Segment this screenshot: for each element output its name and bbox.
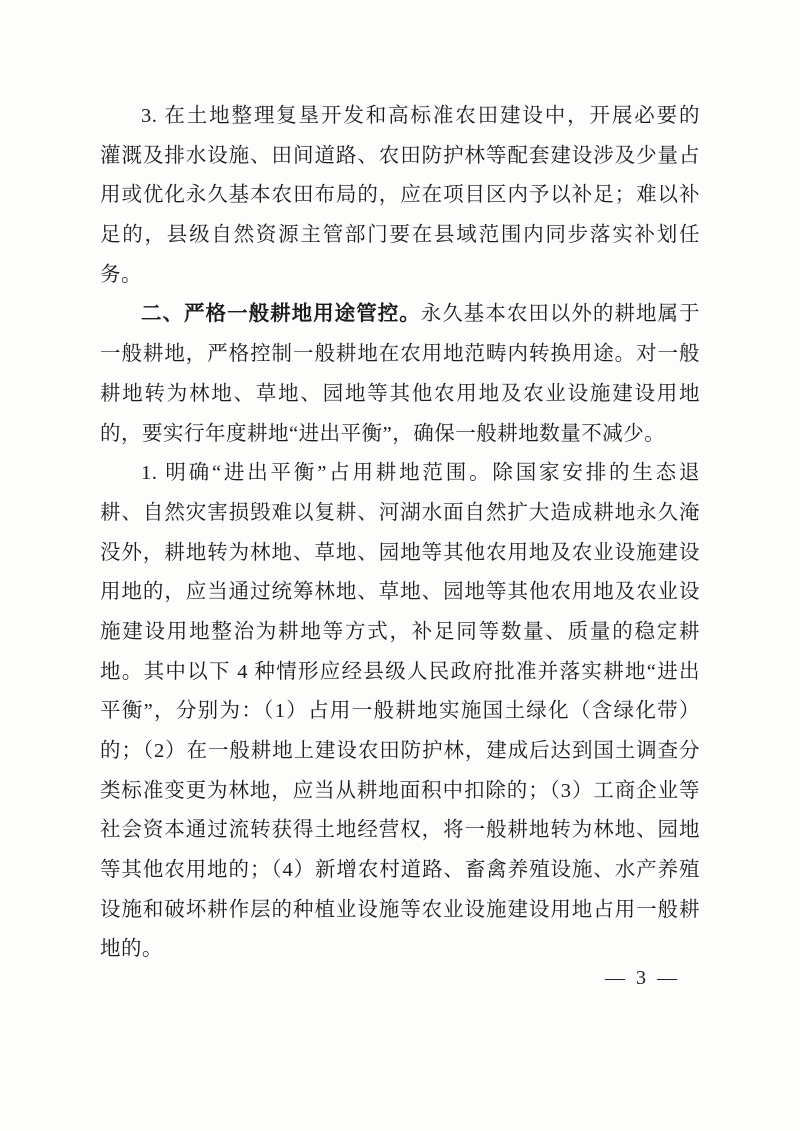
text-line xyxy=(100,891,700,931)
text-line xyxy=(100,692,700,732)
text-segment: 1. 明确“进出平衡”占用耕地范围。除国家安排的生态退 xyxy=(141,462,700,485)
text-segment: 灌溉及排水设施、田间道路、农田防护林等配套建设涉及少量占 xyxy=(100,144,700,167)
text-segment: 永久基本农田以外的耕地属于 xyxy=(420,303,701,326)
text-line xyxy=(100,613,700,653)
text-segment: 用或优化永久基本农田布局的，应在项目区内予以补足；难以补 xyxy=(100,184,700,207)
text-segment: 务。 xyxy=(100,263,142,286)
text-segment: 平衡”，分别为：（1）占用一般耕地实施国土绿化（含绿化带） xyxy=(100,700,700,723)
text-segment: 社会资本通过流转获得土地经营权，将一般耕地转为林地、园地 xyxy=(100,819,700,842)
text-line xyxy=(100,176,700,216)
text-line xyxy=(100,415,700,455)
text-line xyxy=(100,454,700,494)
text-segment: 一般耕地，严格控制一般耕地在农用地范畴内转换用途。对一般 xyxy=(100,343,700,366)
text-line xyxy=(100,256,700,296)
text-line xyxy=(100,216,700,256)
page-number: — 3 — xyxy=(605,967,680,989)
text-line xyxy=(100,653,700,693)
text-line xyxy=(100,97,700,137)
text-segment: 的，要实行年度耕地“进出平衡”，确保一般耕地数量不减少。 xyxy=(100,422,666,445)
text-line xyxy=(100,295,700,335)
text-line xyxy=(100,375,700,415)
document-body xyxy=(100,97,700,970)
text-segment: 类标准变更为林地，应当从耕地面积中扣除的；（3）工商企业等 xyxy=(100,779,700,802)
text-segment: 耕地转为林地、草地、园地等其他农用地及农业设施建设用地 xyxy=(100,382,700,405)
text-line xyxy=(100,573,700,613)
text-line xyxy=(100,494,700,534)
text-line xyxy=(100,732,700,772)
text-segment: 地的。 xyxy=(100,938,163,961)
section-heading: 二、严格一般耕地用途管控。 xyxy=(141,303,421,326)
text-segment: 设施和破坏耕作层的种植业设施等农业设施建设用地占用一般耕 xyxy=(100,898,700,921)
text-segment: 地。其中以下 4 种情形应经县级人民政府批准并落实耕地“进出 xyxy=(100,660,700,683)
text-segment: 足的，县级自然资源主管部门要在县域范围内同步落实补划任 xyxy=(100,224,700,247)
text-line xyxy=(100,137,700,177)
text-line xyxy=(100,534,700,574)
text-line xyxy=(100,851,700,891)
text-segment: 施建设用地整治为耕地等方式，补足同等数量、质量的稳定耕 xyxy=(100,620,700,643)
text-segment: 等其他农用地的；（4）新增农村道路、畜禽养殖设施、水产养殖 xyxy=(100,859,700,882)
text-line xyxy=(100,335,700,375)
text-line xyxy=(100,772,700,812)
text-segment: 的；（2）在一般耕地上建设农田防护林，建成后达到国土调查分 xyxy=(100,740,700,762)
text-segment: 用地的，应当通过统筹林地、草地、园地等其他农用地及农业设 xyxy=(100,581,700,604)
text-segment: 没外，耕地转为林地、草地、园地等其他农用地及农业设施建设 xyxy=(100,541,700,564)
text-line xyxy=(100,811,700,851)
text-segment: 耕、自然灾害损毁难以复耕、河湖水面自然扩大造成耕地永久淹 xyxy=(100,501,700,524)
text-segment: 3. 在土地整理复垦开发和高标准农田建设中，开展必要的 xyxy=(141,105,700,127)
